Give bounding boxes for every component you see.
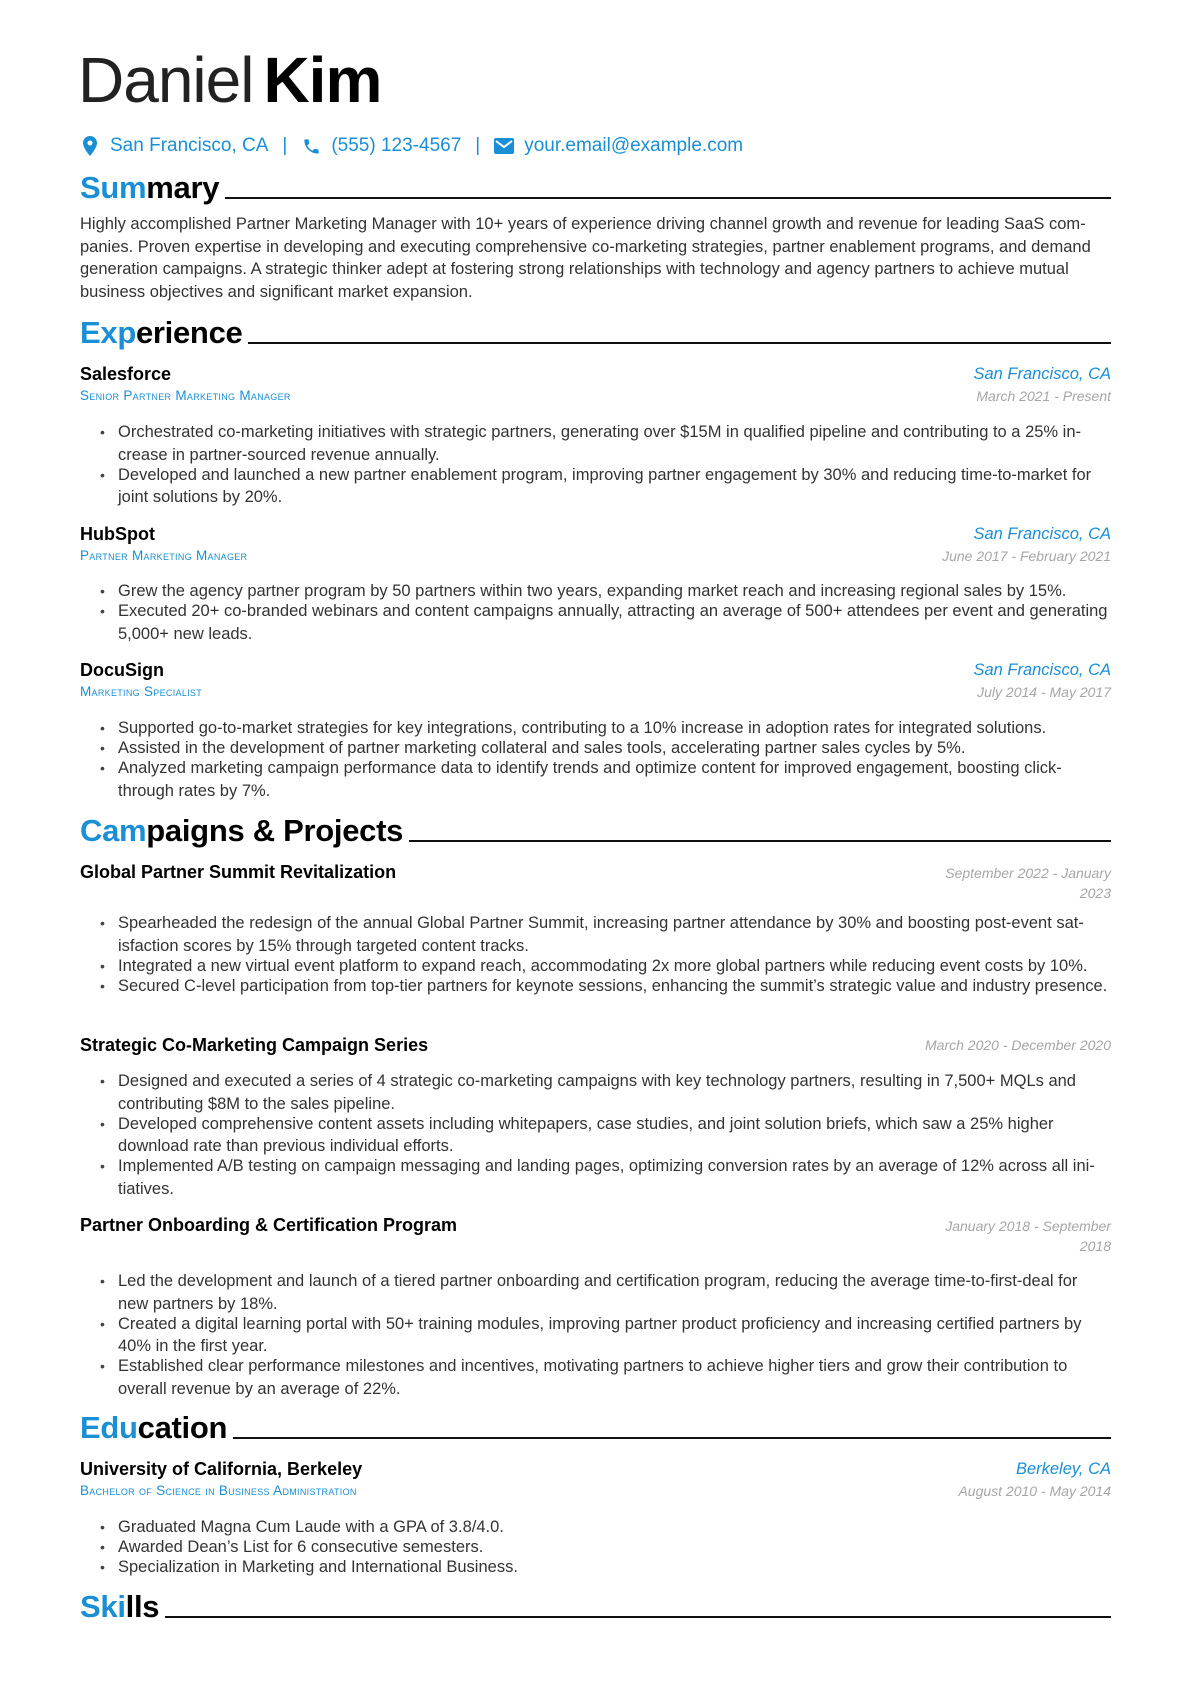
last-name: Kim (263, 44, 382, 116)
list-item: • Awarded Dean’s List for 6 consecutive semesters. (118, 1536, 1111, 1559)
section-rule (225, 197, 1111, 199)
education-dates: August 2010 - May 2014 (958, 1483, 1111, 1499)
first-name: Daniel (78, 44, 254, 116)
education-bullets (118, 1516, 1111, 1576)
list-item: • Developed and launched a new partner enablement program, improving partner engagement by 30% and reducing time-to-market for joint solutions by 20%. (118, 464, 1111, 509)
list-item: • Graduated Magna Cum Laude with a GPA of 3.8/4.0. (118, 1516, 1111, 1539)
degree: Bachelor of Science in Business Administration (80, 1483, 357, 1498)
job-dates: June 2017 - February 2021 (942, 548, 1111, 564)
job-title: Senior Partner Marketing Manager (80, 388, 291, 403)
section-title: Experience (80, 315, 243, 350)
list-item: • Designed and executed a series of 4 strategic co-marketing campaigns with key technology partners, resulting in 7,500+ MQLs and contributing $8M to the sales pipeline. (118, 1070, 1111, 1115)
list-item: • Created a digital learning portal with 50+ training modules, improving partner product proficiency and increasing certified partners by 40% in the first year. (118, 1313, 1111, 1358)
project-name: Partner Onboarding & Certification Program (80, 1215, 458, 1235)
list-item: • Analyzed marketing campaign performance data to identify trends and optimize content for improved engagement, boosting clickthrough rates by 7%. (118, 757, 1111, 802)
section-heading-experience (80, 315, 1111, 351)
section-heading-education (80, 1410, 1111, 1446)
project-bullets (118, 1270, 1111, 1398)
contact-email[interactable]: your.email@example.com (524, 135, 744, 156)
job-location: San Francisco, CA (973, 365, 1111, 383)
candidate-name (78, 44, 381, 116)
job-dates: March 2021 - Present (976, 388, 1111, 404)
job-dates: July 2014 - May 2017 (977, 684, 1111, 700)
list-item: • Executed 20+ co-branded webinars and content campaigns annually, attracting an average of 500+ attendees per event and generating 5,000+ new leads. (118, 600, 1111, 645)
section-rule (409, 840, 1111, 842)
project-bullets (118, 1070, 1111, 1198)
contact-location: San Francisco, CA (110, 135, 269, 156)
job-title: Marketing Specialist (80, 684, 203, 699)
list-item: • Implemented A/B testing on campaign messaging and landing pages, optimizing conversion rates by an average of 12% across all initiatives. (118, 1155, 1111, 1200)
section-rule (248, 342, 1111, 344)
school-name: University of California, Berkeley (80, 1459, 363, 1479)
list-item: • Established clear performance milestones and incentives, motivating partners to achieve higher tiers and grow their contribution to overall revenue by an average of 22%. (118, 1355, 1111, 1400)
company-name: HubSpot (80, 524, 155, 544)
school-location: Berkeley, CA (1015, 1460, 1111, 1478)
job-bullets (118, 717, 1111, 800)
company-name: Salesforce (80, 364, 172, 384)
section-title: Skills (80, 1589, 160, 1624)
contact-line (80, 133, 743, 159)
list-item: • Orchestrated co-marketing initiatives with strategic partners, generating over $15M in qualified pipeline and contributing to a 25% increase in partner-sourced revenue annually. (118, 421, 1111, 466)
section-title: Summary (80, 170, 220, 205)
project-name: Global Partner Summit Revitalization (80, 862, 397, 882)
project-dates: September 2022 - January 2023 (945, 865, 1111, 901)
list-item: • Assisted in the development of partner marketing collateral and sales tools, accelerating partner sales cycles by 5%. (118, 737, 1111, 760)
contact-separator: | (282, 135, 288, 156)
section-heading-campaigns (80, 813, 1111, 849)
contact-separator: | (475, 135, 481, 156)
section-heading-skills (80, 1589, 1111, 1625)
envelope-icon (494, 136, 514, 156)
job-bullets (118, 421, 1111, 506)
summary-text: Highly accomplished Partner Marketing Manager with 10+ years of experience driving channel growth and revenue for leading SaaS companies. Proven expertise in developing and executing comprehensive co-marketing strategies, partner enablement programs, and demand generation campaigns. A strategic thinker adept at fostering strong relationships with technology and agency partners to achieve mutual business objectives and significant market expansion. (80, 215, 1091, 301)
list-item: • Developed comprehensive content assets including whitepapers, case studies, and joint solution briefs, which saw a 25% higher download rate than previous individual efforts. (118, 1113, 1111, 1158)
list-item: • Supported go-to-market strategies for key integrations, contributing to a 10% increase in adoption rates for integrated solutions. (118, 717, 1111, 740)
list-item: • Spearheaded the redesign of the annual Global Partner Summit, increasing partner attendance by 30% and boosting post-event satisfaction scores by 15% through targeted content tracks. (118, 912, 1111, 957)
list-item: • Secured C-level participation from top-tier partners for keynote sessions, enhancing the summit’s strategic value and industry presence. (118, 975, 1111, 998)
project-dates: March 2020 - December 2020 (925, 1037, 1111, 1053)
list-item: • Led the development and launch of a tiered partner onboarding and certification program, reducing the average time-to-first-deal for new partners by 18%. (118, 1270, 1111, 1315)
job-title: Partner Marketing Manager (80, 548, 248, 563)
section-rule (233, 1437, 1111, 1439)
map-marker-icon (80, 136, 100, 156)
project-dates: January 2018 - September 2018 (945, 1218, 1111, 1254)
section-heading-summary (80, 170, 1111, 206)
job-location: San Francisco, CA (973, 525, 1111, 543)
section-title: Campaigns & Projects (80, 813, 404, 848)
list-item: • Integrated a new virtual event platform to expand reach, accommodating 2x more global partners while reducing event costs by 10%. (118, 955, 1111, 978)
job-bullets (118, 580, 1111, 643)
section-rule (165, 1616, 1111, 1618)
list-item: • Specialization in Marketing and International Business. (118, 1556, 1111, 1579)
phone-icon (301, 136, 321, 156)
job-location: San Francisco, CA (973, 661, 1111, 679)
list-item: • Grew the agency partner program by 50 partners within two years, expanding market reach and increasing regional sales by 15%. (118, 580, 1111, 603)
project-name: Strategic Co-Marketing Campaign Series (80, 1035, 429, 1055)
contact-phone[interactable]: (555) 123-4567 (331, 135, 462, 156)
section-title: Education (80, 1410, 228, 1445)
project-bullets (118, 912, 1111, 995)
company-name: DocuSign (80, 660, 164, 680)
